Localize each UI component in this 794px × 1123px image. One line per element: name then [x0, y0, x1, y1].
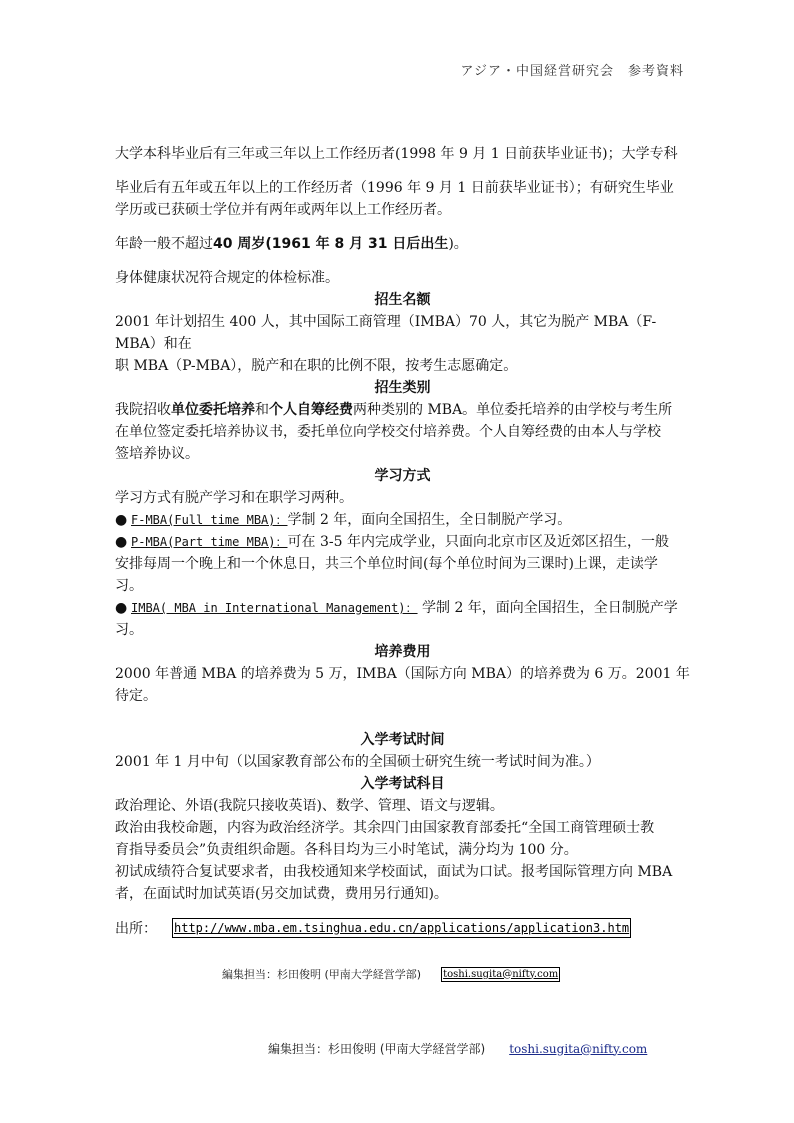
bullet-icon: ●	[115, 512, 128, 528]
type-line: 在单位签定委托培养协议书，委托单位向学校交付培养费。个人自筹经费的由本人与学校	[115, 424, 661, 440]
mode-imba: ● IMBA( MBA in International Management)： 学制 2 年，面向全国招生，全日制脱产学	[115, 597, 690, 619]
pmba-label: P-MBA(Part time MBA)：	[131, 535, 288, 549]
heading-exam-subjects: 入学考试科目	[360, 776, 445, 792]
requirement-line: 大学本科毕业后有三年或三年以上工作经历者(1998 年 9 月 1 日前获毕业证书)；大学专科	[115, 146, 678, 162]
subject-line: 政治由我校命题，内容为政治经济学。其余四门由国家教育部委托“全国工商管理硕士教	[115, 820, 655, 836]
bullet-icon: ●	[115, 600, 128, 616]
page-footer	[268, 1040, 647, 1057]
source-label: 出所：	[115, 921, 157, 937]
subject-line: 初试成绩符合复试要求者，由我校通知来学校面试，面试为口试。报考国际管理方向 MBA	[115, 864, 673, 880]
bullet-icon: ●	[115, 534, 128, 550]
health-requirement: 身体健康状况符合规定的体检标准。	[115, 270, 339, 286]
mode-pmba-line: 安排每周一个晚上和一个休息日，共三个单位时间(每个单位时间为三课时)上课，走读学	[115, 556, 658, 572]
mode-imba-line: 习。	[115, 622, 143, 638]
type-line: 我院招收单位委托培养和个人自筹经费两种类别的 MBA。单位委托培养的由学校与考生所	[115, 402, 673, 418]
fee-text: 2000 年普通 MBA 的培养费为 5 万，IMBA（国际方向 MBA）的培养费为 6 万。2001 年待定。	[115, 666, 690, 704]
age-limit: 40 周岁(1961 年 8 月 31 日后出生	[213, 236, 449, 252]
mode-fmba: ● F-MBA(Full time MBA)：学制 2 年，面向全国招生，全日制脱产学习。	[115, 509, 690, 531]
requirement-line: 学历或已获硕士学位并有两年或两年以上工作经历者。	[115, 202, 451, 218]
document-body	[115, 143, 690, 905]
mode-pmba-line: 习。	[115, 578, 143, 594]
source-link[interactable]: http://www.mba.em.tsinghua.edu.cn/applications/application3.htm	[172, 918, 631, 938]
mode-intro: 学习方式有脱产学习和在职学习两种。	[115, 490, 353, 506]
footer-email-link[interactable]: toshi.sugita@nifty.com	[509, 1041, 648, 1056]
subject-line: 政治理论、外语(我院只接收英语)、数学、管理、语文与逻辑。	[115, 798, 504, 814]
type-line: 签培养协议。	[115, 446, 199, 462]
header-title: アジア・中国経営研究会 参考資料	[460, 64, 684, 79]
heading-fee: 培养费用	[374, 644, 431, 660]
mode-pmba: ● P-MBA(Part time MBA)：可在 3-5 年内完成学业，只面向北京市区及近郊区招生，一般	[115, 531, 690, 553]
requirement-line: 毕业后有五年或五年以上的工作经历者（1996 年 9 月 1 日前获毕业证书）；有研究生毕业	[115, 180, 674, 196]
subject-line: 者，在面试时加试英语(另交加试费，费用另行通知)。	[115, 886, 448, 902]
source-row	[115, 918, 631, 938]
heading-study-mode: 学习方式	[374, 468, 431, 484]
fmba-label: F-MBA(Full time MBA)：	[131, 513, 288, 527]
editor-email-link[interactable]: toshi.sugita@nifty.com	[443, 968, 559, 980]
editor-credit	[222, 966, 560, 982]
quota-line: 职 MBA（P-MBA），脱产和在职的比例不限，按考生志愿确定。	[115, 358, 518, 374]
type-self-funded: 个人自筹经费	[269, 402, 353, 418]
editor-text: 編集担当：杉田俊明 (甲南大学経営学部)	[222, 968, 422, 981]
quota-line: 2001 年计划招生 400 人，其中国际工商管理（IMBA）70 人，其它为脱产 MBA（F-MBA）和在	[115, 314, 657, 352]
exam-time-text: 2001 年 1 月中旬（以国家教育部公布的全国硕士研究生统一考试时间为准。）	[115, 754, 600, 770]
age-requirement: 年龄一般不超过40 周岁(1961 年 8 月 31 日后出生)。	[115, 236, 468, 252]
footer-editor-text: 編集担当：杉田俊明 (甲南大学経営学部)	[268, 1042, 486, 1056]
heading-quota: 招生名额	[374, 292, 431, 308]
heading-exam-time: 入学考试时间	[360, 732, 445, 748]
type-unit-sponsored: 单位委托培养	[171, 402, 255, 418]
heading-type: 招生类别	[374, 380, 431, 396]
imba-label: IMBA( MBA in International Management)：	[131, 601, 418, 615]
subject-line: 育指导委员会”负责组织命题。各科目均为三小时笔试，满分均为 100 分。	[115, 842, 578, 858]
